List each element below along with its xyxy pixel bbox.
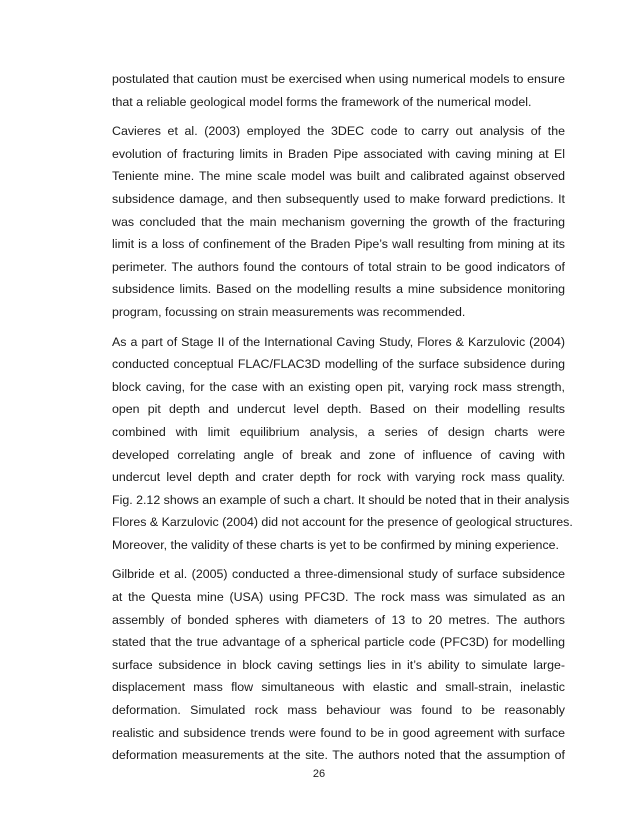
text-line: realistic and subsidence trends were found to be in good agreement with surface: [112, 725, 565, 740]
text-line: undercut level depth and crater depth for rock with varying rock mass quality.: [112, 470, 565, 485]
text-line: developed correlating angle of break and zone of influence of caving with: [112, 447, 565, 462]
text-line: Gilbride et al. (2005) conducted a three-dimensional study of surface subsidence: [112, 567, 565, 582]
text-line: surface subsidence in block caving settings lies in it’s ability to simulate large-: [112, 657, 565, 672]
text-line: stated that the true advantage of a spherical particle code (PFC3D) for modelling: [112, 635, 565, 650]
text-line: combined with limit equilibrium analysis, a series of design charts were: [112, 424, 565, 439]
text-line: Moreover, the validity of these charts is yet to be confirmed by mining experience.: [112, 537, 559, 552]
text-line: Teniente mine. The mine scale model was built and calibrated against observed: [112, 169, 565, 184]
text-line: perimeter. The authors found the contours of total strain to be good indicators of: [112, 259, 565, 274]
text-line: displacement mass flow simultaneous with elastic and small-strain, inelastic: [112, 680, 565, 695]
text-line: at the Questa mine (USA) using PFC3D. The rock mass was simulated as an: [112, 590, 565, 605]
text-line: block caving, for the case with an existing open pit, varying rock mass strength,: [112, 379, 565, 394]
paragraph-1: [112, 68, 565, 113]
text-line: As a part of Stage II of the International Caving Study, Flores & Karzulovic (2004): [112, 334, 565, 349]
paragraph-3: [112, 331, 573, 557]
page-number: 26: [312, 768, 326, 780]
text-line: subsidence limits. Based on the modelling results a mine subsidence monitoring: [112, 282, 565, 297]
paragraph-2: [112, 120, 565, 323]
text-line: that a reliable geological model forms the framework of the numerical model.: [112, 94, 532, 109]
text-line: program, focussing on strain measurements was recommended.: [112, 304, 466, 319]
text-line: limit is a loss of confinement of the Braden Pipe’s wall resulting from mining at its: [112, 237, 565, 252]
text-line: postulated that caution must be exercised when using numerical models to ensure: [112, 72, 565, 86]
text-line: deformation measurements at the site. The authors noted that the assumption of: [112, 748, 565, 763]
text-line: Flores & Karzulovic (2004) did not account for the presence of geological structures.: [112, 515, 573, 530]
text-line: assembly of bonded spheres with diameters of 13 to 20 metres. The authors: [112, 612, 565, 627]
text-line: was concluded that the main mechanism governing the growth of the fracturing: [112, 214, 565, 229]
page-body: [112, 68, 573, 774]
text-line: conducted conceptual FLAC/FLAC3D modelling of the surface subsidence during: [112, 357, 565, 372]
paragraph-4: [112, 563, 565, 766]
text-line: subsidence damage, and then subsequently used to make forward predictions. It: [112, 191, 565, 206]
text-line: Fig. 2.12 shows an example of such a chart. It should be noted that in their analysis: [112, 492, 570, 507]
text-line: deformation. Simulated rock mass behaviour was found to be reasonably: [112, 703, 565, 718]
text-line: evolution of fracturing limits in Braden Pipe associated with caving mining at El: [112, 146, 565, 161]
text-line: Cavieres et al. (2003) employed the 3DEC code to carry out analysis of the: [112, 124, 565, 139]
text-line: open pit depth and undercut level depth. Based on their modelling results: [112, 402, 565, 417]
